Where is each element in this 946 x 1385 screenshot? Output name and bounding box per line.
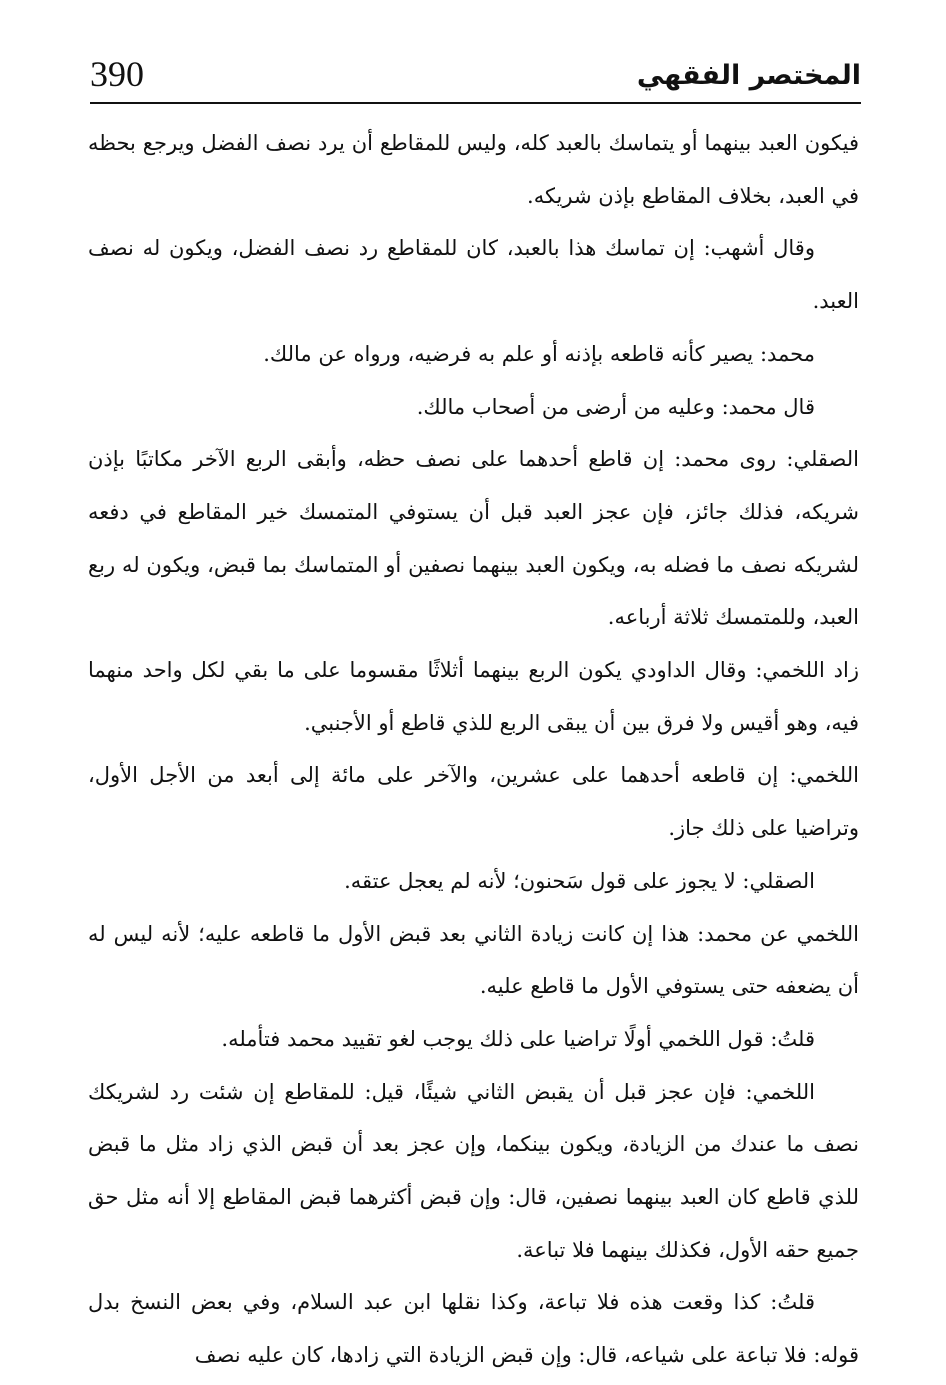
paragraph-2: وقال أشهب: إن تماسك هذا بالعبد، كان للمقاطع رد نصف الفضل، ويكون له نصف العبد.	[88, 236, 859, 314]
page-number: 390	[90, 54, 144, 94]
page-header	[90, 52, 861, 104]
page-body	[88, 117, 859, 1382]
paragraph-4: قال محمد: وعليه من أرضى من أصحاب مالك.	[416, 394, 815, 419]
paragraph-12: قلتُ: كذا وقعت هذه فلا تباعة، وكذا نقلها ابن عبد السلام، وفي بعض النسخ بدل قوله: فلا تباعة على شياعه، قال: وإن قبض الزيادة التي زادها، كان عليه نصف	[88, 1290, 859, 1368]
paragraph-3: محمد: يصير كأنه قاطعه بإذنه أو علم به فرضيه، ورواه عن مالك.	[263, 341, 815, 366]
book-title: المختصر الفقهي	[636, 60, 861, 91]
paragraph-1: فيكون العبد بينهما أو يتماسك بالعبد كله، وليس للمقاطع أن يرد نصف الفضل ويرجع بحظه في العبد، بخلاف المقاطع بإذن شريكه.	[88, 131, 859, 208]
paragraph-10: قلتُ: قول اللخمي أولًا تراضيا على ذلك يوجب لغو تقييد محمد فتأمله.	[221, 1026, 815, 1051]
paragraph-7: اللخمي: إن قاطعه أحدهما على عشرين، والآخر على مائة إلى أبعد من الأجل الأول، وتراضيا على ذلك جاز.	[88, 763, 859, 841]
paragraph-9: اللخمي عن محمد: هذا إن كانت زيادة الثاني بعد قبض الأول ما قاطعه عليه؛ لأنه ليس له أن يضعفه حتى يستوفي الأول ما قاطع عليه.	[88, 921, 859, 999]
paragraph-5: الصقلي: روى محمد: إن قاطع أحدهما على نصف حظه، وأبقى الربع الآخر مكاتبًا بإذن شريكه، فذلك جائز، فإن عجز العبد قبل أن يستوفي المتمسك خير المقاطع في دفعه لشريكه نصف ما فضله به، ويكون العبد بينهما نصفين أو المتماسك بما قبض، ويكون له ربع العبد، وللمتمسك ثلاثة أرباعه.	[88, 447, 859, 630]
paragraph-8: الصقلي: لا يجوز على قول سَحنون؛ لأنه لم يعجل عتقه.	[344, 868, 815, 893]
paragraph-11: اللخمي: فإن عجز قبل أن يقبض الثاني شيئًا، قيل: للمقاطع إن شئت رد لشريكك نصف ما عندك من الزيادة، ويكون بينكما، وإن عجز بعد أن قبض الذي زاد مثل ما قبض للذي قاطع كان العبد بينهما نصفين، قال: وإن قبض أكثرهما قبض المقاطع إلا أنه مثل حق جميع حقه الأول، فكذلك بينهما فلا تباعة.	[88, 1079, 859, 1262]
paragraph-6: زاد اللخمي: وقال الداودي يكون الربع بينهما أثلاثًا مقسوما على ما بقي لكل واحد منهما فيه، وهو أقيس ولا فرق بين أن يبقى الربع للذي قاطع أو الأجنبي.	[88, 658, 859, 735]
